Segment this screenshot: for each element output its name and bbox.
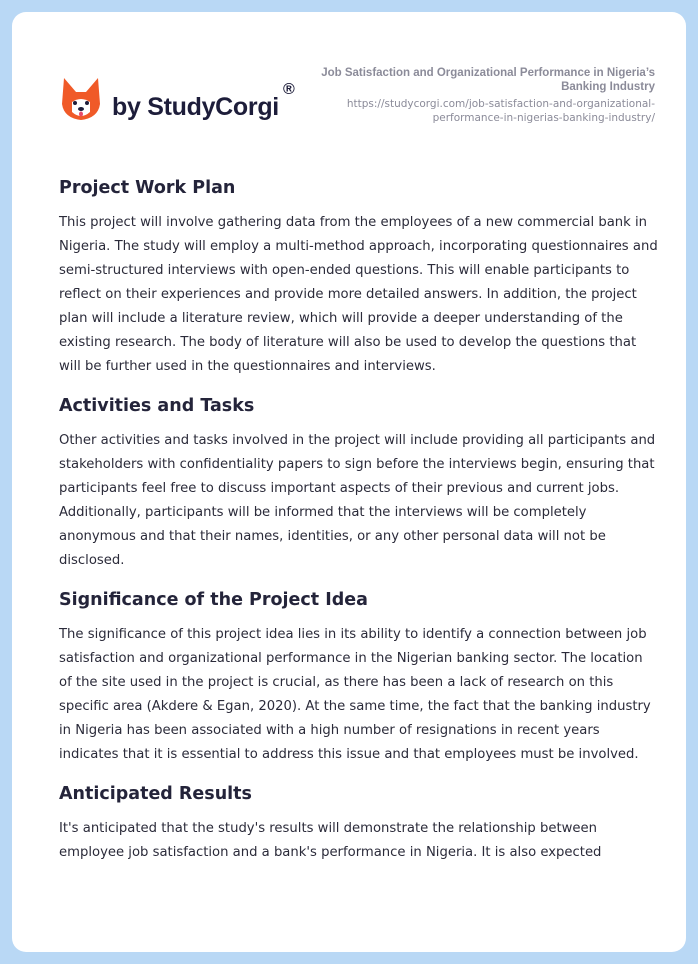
section-heading: Activities and Tasks [59, 396, 255, 416]
brand-text: by StudyCorgi [112, 92, 279, 121]
section-heading: Significance of the Project Idea [59, 590, 368, 610]
section-paragraph: It's anticipated that the study's results will demonstrate the relationship between employee job satisfaction and a bank's performance in Nigeria. It is also expected [59, 821, 602, 860]
document-page [12, 12, 686, 952]
section-heading: Project Work Plan [59, 178, 236, 198]
source-url[interactable]: https://studycorgi.com/job-satisfaction-and-organizational-performance-in-nigerias-banking-industry/ [346, 98, 655, 124]
document-title: Job Satisfaction and Organizational Performance in Nigeria’s Banking Industry [321, 67, 655, 93]
registered-mark: ® [282, 80, 295, 98]
source-info [315, 66, 655, 125]
corgi-icon [60, 76, 102, 122]
section-heading: Anticipated Results [59, 784, 252, 804]
section-paragraph: This project will involve gathering data from the employees of a new commercial bank in Nigeria. The study will employ a multi-method approach, incorporating questionnaires and semi-structured interviews with open-ended questions. This will enable participants to reflect on their experiences and provide more detailed answers. In addition, the project plan will include a literature review, which will provide a deeper understanding of the existing research. The body of literature will also be used to develop the questions that will be further used in the questionnaires and interviews. [59, 215, 658, 374]
studycorgi-logo[interactable] [60, 76, 294, 122]
brand-name [112, 80, 295, 122]
article-body [59, 177, 659, 881]
section-paragraph: The significance of this project idea lies in its ability to identify a connection between job satisfaction and organizational performance in the Nigerian banking sector. The location of the site used in the project is crucial, as there has been a lack of research on this specific area (Akdere & Egan, 2020). At the same time, the fact that the banking industry in Nigeria has been associated with a high number of resignations in recent years indicates that it is essential to address this issue and that employees must be involved. [59, 627, 651, 762]
section-paragraph: Other activities and tasks involved in the project will include providing all participants and stakeholders with confidentiality papers to sign before the interviews begin, ensuring that participants feel free to discuss important aspects of their previous and current jobs. Additionally, participants will be informed that the interviews will be completely anonymous and that their names, identities, or any other personal data will not be disclosed. [59, 433, 656, 568]
